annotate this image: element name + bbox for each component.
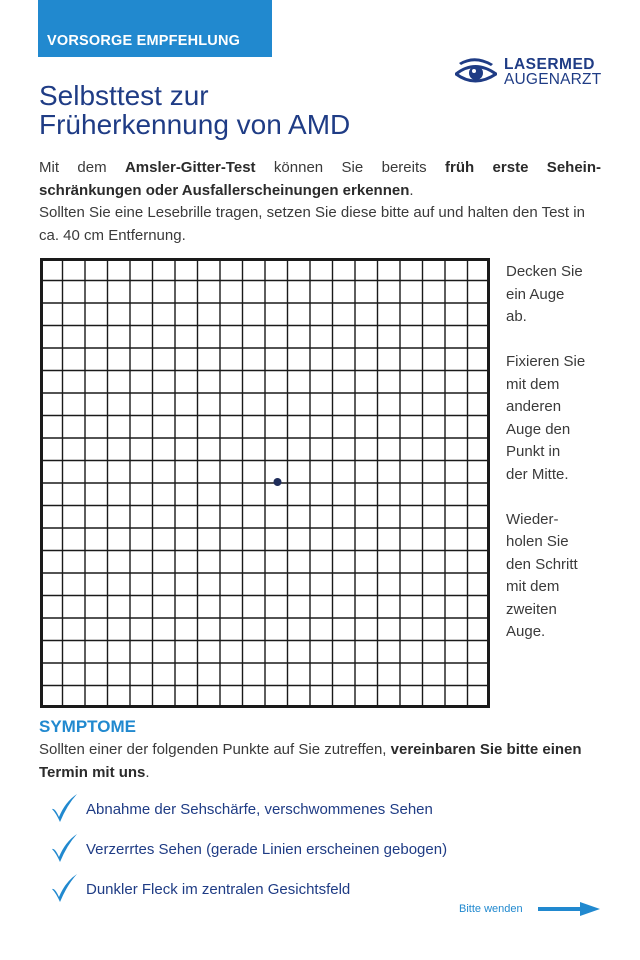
category-tag-label: VORSORGE EMPFEHLUNG: [47, 33, 241, 49]
instruction-line: anderen: [506, 398, 562, 415]
fixation-dot: [274, 478, 282, 486]
instruction-step-3: [506, 509, 616, 644]
intro-line2: [39, 180, 601, 203]
instruction-line: Auge.: [506, 623, 546, 640]
intro-bold-e: schränkungen oder Ausfallerscheinungen erkennen: [39, 181, 410, 199]
instruction-line: Auge den: [506, 420, 571, 438]
instruction-line: Fixieren Sie: [506, 353, 586, 370]
intro-bold-test-name: Amsler-Gitter-Test: [124, 159, 256, 176]
checkmark-icon: [50, 833, 78, 863]
instruction-line: ein Auge: [506, 285, 565, 303]
amsler-grid: [40, 258, 490, 708]
instruction-line: zweiten: [506, 600, 557, 618]
intro-bold-d: früh erste Sehein-: [445, 159, 601, 176]
symptoms-text-a: Sollten einer der folgenden Punkte auf Sie zutreffen,: [39, 741, 391, 758]
instruction-line: mit dem: [506, 375, 560, 393]
intro-text-c: können Sie bereits: [255, 159, 446, 176]
instruction-line: mit dem: [506, 578, 560, 595]
symptom-label: Abnahme der Sehschärfe, verschwommenes Sehen: [86, 801, 433, 818]
title-line2: Früherkennung von AMD: [39, 109, 351, 140]
symptoms-text-bold: vereinbaren Sie bitte einen Termin mit uns: [39, 741, 582, 781]
instruction-line: Wieder-: [506, 510, 559, 528]
intro-text-a: Mit dem: [39, 159, 125, 176]
page-title: [39, 81, 350, 139]
instruction-step-1: [506, 261, 616, 329]
symptoms-text-c: .: [145, 763, 150, 781]
intro-text-f: .: [409, 181, 414, 199]
instruction-line: Decken Sie: [506, 263, 583, 280]
instructions: [506, 261, 616, 666]
title-line1: Selbsttest zur: [39, 80, 209, 111]
instruction-step-2: [506, 351, 616, 486]
checkmark-icon: [50, 793, 78, 823]
intro-paragraph2: Sollten Sie eine Lesebrille tragen, setzen Sie diese bitte auf und halten den Test in ca. 40 cm Entfernung.: [39, 204, 585, 244]
arrow-right-icon: [538, 901, 602, 917]
instruction-line: Punkt in: [506, 443, 561, 460]
intro-text: [39, 157, 601, 247]
symptom-label: Dunkler Fleck im zentralen Gesichtsfeld: [86, 881, 351, 898]
instruction-line: der Mitte.: [506, 465, 569, 483]
instruction-line: den Schritt: [506, 555, 578, 573]
turn-page-label: Bitte wenden: [459, 903, 523, 915]
symptoms-heading: SYMPTOME: [39, 717, 136, 736]
brand-logo: [455, 55, 605, 91]
eye-icon: [455, 55, 497, 89]
symptoms-text: [39, 739, 609, 784]
checkmark-icon: [50, 873, 78, 903]
category-tag: [38, 0, 272, 57]
intro-line1: [39, 157, 601, 180]
logo-line1: LASERMED: [504, 56, 595, 73]
symptom-label: Verzerrtes Sehen (gerade Linien erscheinen gebogen): [86, 841, 448, 858]
logo-line2: AUGENARZT: [504, 71, 602, 88]
instruction-line: ab.: [506, 308, 527, 325]
instruction-line: holen Sie: [506, 533, 569, 550]
